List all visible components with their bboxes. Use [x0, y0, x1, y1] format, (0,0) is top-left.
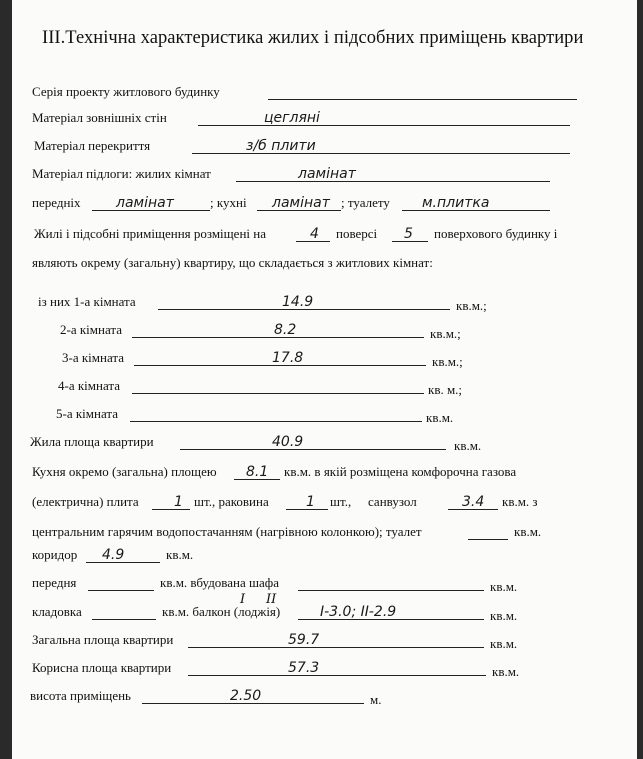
- rooms-floor-row: [32, 195, 592, 217]
- room-1-unit: кв.м.;: [456, 298, 487, 313]
- wall-row: [32, 110, 592, 132]
- room-5-unit: кв.м.: [426, 410, 454, 425]
- toilet-label: ; туалету: [341, 195, 390, 210]
- room-2-row: [60, 322, 600, 344]
- document-title: III.Технічна характеристика жилих і підсобних приміщень квартири: [42, 28, 584, 48]
- living-area-row: [30, 434, 590, 456]
- room-4-line: [132, 393, 424, 394]
- stove-value: 1: [174, 494, 183, 510]
- corridor-label: коридор: [32, 547, 78, 562]
- hot-water-line: [468, 539, 508, 540]
- floor-label: Матеріал підлоги: жилих кімнат: [32, 166, 211, 181]
- stove-line: [152, 509, 190, 510]
- toilet-value: м.плитка: [422, 195, 490, 211]
- total-area-label: Загальна площа квартири: [32, 632, 174, 647]
- wall-value: цегляні: [264, 110, 320, 126]
- ceiling-label: Матеріал перекриття: [34, 138, 151, 153]
- location-label-3: поверхового будинку і: [434, 226, 558, 241]
- room-4-label: 4-а кімната: [58, 378, 121, 393]
- kitchen-area-row: [32, 464, 622, 486]
- living-area-value: 40.9: [272, 434, 304, 450]
- location-label-1: Жилі і підсобні приміщення розміщені на: [34, 226, 266, 241]
- bath-label: санвузол: [368, 494, 417, 509]
- balcony-roman-1: I: [240, 592, 246, 607]
- room-3-value: 17.8: [272, 350, 304, 366]
- location-row-2: [32, 255, 612, 277]
- room-4-row: [58, 378, 598, 400]
- living-area-label: Жила площа квартири: [30, 434, 154, 449]
- total-area-unit: кв.м.: [490, 636, 518, 651]
- wall-line: [198, 125, 570, 126]
- room-3-row: [62, 350, 602, 372]
- ceiling-value: з/б плити: [246, 138, 316, 154]
- corridor-row: [32, 547, 332, 569]
- floor-value: ламінат: [298, 166, 356, 182]
- room-4-unit: кв. м.;: [428, 382, 463, 397]
- total-area-value: 59.7: [288, 632, 320, 648]
- stove-label: (електрична) плита: [32, 494, 139, 509]
- useful-area-unit: кв.м.: [492, 664, 520, 679]
- pantry-line: [92, 619, 156, 620]
- living-area-line: [180, 449, 446, 450]
- height-row: [30, 688, 630, 710]
- room-3-label: 3-а кімната: [62, 350, 125, 365]
- hall-value: ламінат: [116, 195, 174, 211]
- series-line: [268, 99, 577, 100]
- floor-row: [32, 166, 592, 188]
- kitchen-area-label: Кухня окремо (загальна) площею: [32, 464, 217, 479]
- floor-line: [236, 181, 550, 182]
- series-row: [32, 84, 592, 106]
- room-2-value: 8.2: [274, 322, 297, 338]
- hall2-unit: кв.м. вбудована шафа: [160, 575, 279, 590]
- wall-label: Матеріал зовнішніх стін: [32, 110, 167, 125]
- location-total-value: 5: [404, 226, 413, 242]
- stove-row: [32, 494, 622, 516]
- bath-value: 3.4: [462, 494, 485, 510]
- room-2-label: 2-а кімната: [60, 322, 123, 337]
- stove-unit: шт., раковина: [194, 494, 269, 509]
- location-floor-value: 4: [310, 226, 319, 242]
- ceiling-row: [34, 138, 594, 160]
- useful-area-row: [32, 660, 632, 682]
- room-3-unit: кв.м.;: [432, 354, 463, 369]
- location-label-2: поверсі: [336, 226, 378, 241]
- location-label-4: являють окрему (загальну) квартиру, що складається з житлових кімнат:: [32, 255, 433, 270]
- room-1-value: 14.9: [282, 294, 314, 310]
- kitchen-area-value: 8.1: [246, 464, 269, 480]
- useful-area-value: 57.3: [288, 660, 320, 676]
- bath-unit: кв.м. з: [502, 494, 538, 509]
- hot-water-row: [32, 524, 622, 546]
- room-5-row: [56, 406, 596, 428]
- living-area-unit: кв.м.: [454, 438, 482, 453]
- total-area-row: [32, 632, 632, 654]
- series-label: Серія проекту житлового будинку: [32, 84, 220, 99]
- location-row: [34, 226, 614, 248]
- hall2-row: [32, 575, 632, 597]
- useful-area-label: Корисна площа квартири: [32, 660, 172, 675]
- balcony-value: I-3.0; II-2.9: [320, 604, 397, 620]
- kitchen-label: ; кухні: [210, 195, 247, 210]
- pantry-tail-unit: кв.м.: [490, 608, 518, 623]
- height-value: 2.50: [230, 688, 262, 704]
- pantry-row: [32, 604, 632, 626]
- hall2-tail-unit: кв.м.: [490, 579, 518, 594]
- wardrobe-line: [298, 590, 484, 591]
- room-2-unit: кв.м.;: [430, 326, 461, 341]
- corridor-value: 4.9: [102, 547, 125, 563]
- room-5-line: [130, 421, 422, 422]
- sink-unit: шт.,: [330, 494, 352, 509]
- balcony-roman-2: II: [266, 592, 277, 607]
- pantry-unit: кв.м. балкон (лоджія): [162, 604, 281, 619]
- hot-water-label: центральним гарячим водопостачанням (нагрівною колонкою); туалет: [32, 524, 422, 539]
- kitchen-value: ламінат: [272, 195, 330, 211]
- kitchen-area-tail: кв.м. в якій розміщена комфорочна газова: [284, 464, 517, 479]
- pantry-label: кладовка: [32, 604, 82, 619]
- hall2-label: передня: [32, 575, 77, 590]
- hall-label: передніх: [32, 195, 81, 210]
- height-unit: м.: [370, 692, 382, 707]
- document-page: [12, 0, 637, 759]
- useful-area-line: [188, 675, 486, 676]
- hot-water-unit: кв.м.: [514, 524, 542, 539]
- hall2-line: [88, 590, 154, 591]
- height-label: висота приміщень: [30, 688, 131, 703]
- room-1-label: із них 1-а кімната: [38, 294, 136, 309]
- total-area-line: [188, 647, 484, 648]
- corridor-unit: кв.м.: [166, 547, 194, 562]
- room-5-label: 5-а кімната: [56, 406, 119, 421]
- room-1-row: [38, 294, 598, 316]
- sink-value: 1: [306, 494, 315, 510]
